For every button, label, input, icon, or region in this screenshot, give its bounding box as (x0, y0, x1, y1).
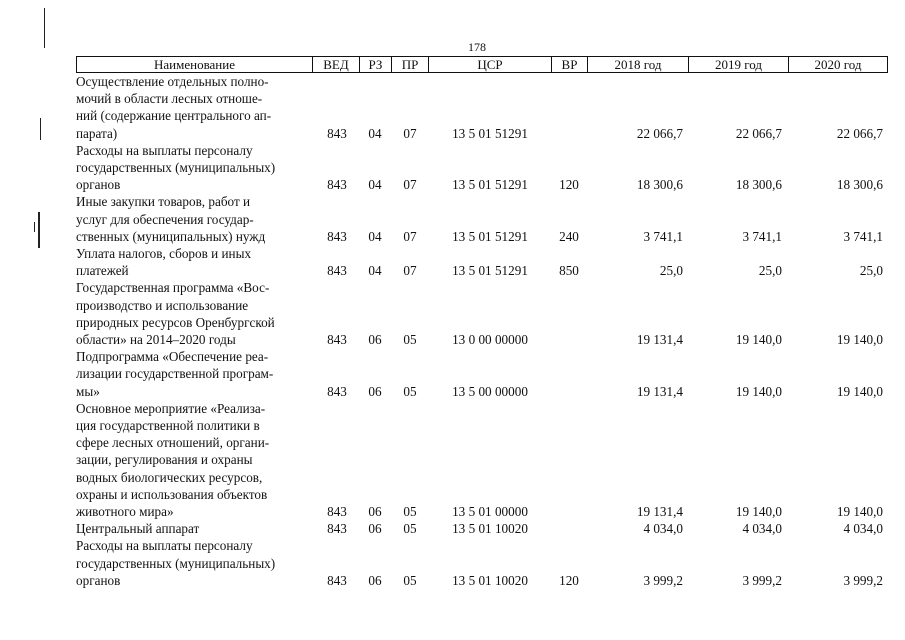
scan-artifact-mark (34, 222, 35, 232)
cell-csr: 13 0 00 00000 (452, 332, 528, 347)
cell-ved: 843 (327, 332, 347, 347)
cell-2018: 18 300,6 (636, 177, 683, 193)
cell-vr: 240 (559, 228, 579, 244)
header-ved: ВЕД (312, 56, 359, 73)
row-name-line: органов (76, 177, 121, 193)
cell-2020: 19 140,0 (836, 504, 883, 519)
header-2020: 2020 год (788, 56, 888, 73)
cell-2019: 4 034,0 (742, 521, 782, 537)
cell-csr: 13 5 01 51291 (452, 125, 528, 141)
cell-pr: 05 (403, 332, 417, 347)
row-name-line: мочий в области лесных отноше- (76, 91, 263, 107)
cell-2020: 18 300,6 (836, 177, 883, 193)
row-name-line: лизации государственной програм- (76, 366, 274, 382)
cell-2019: 3 999,2 (742, 572, 782, 588)
cell-2019: 3 741,1 (742, 228, 782, 244)
row-name-line: водных биологических ресурсов, (76, 469, 263, 485)
cell-2020: 25,0 (859, 263, 883, 279)
cell-rz: 04 (368, 177, 382, 193)
row-name-line: услуг для обеспечения государ- (76, 211, 254, 227)
cell-ved: 843 (327, 504, 347, 519)
cell-pr: 07 (403, 125, 417, 141)
cell-csr: 13 5 01 10020 (452, 572, 528, 588)
cell-pr: 07 (403, 263, 417, 279)
scan-artifact-mark (44, 8, 45, 48)
cell-rz: 04 (368, 228, 382, 244)
cell-ved: 843 (327, 263, 347, 279)
cell-csr: 13 5 01 10020 (452, 521, 528, 537)
row-name-line: Государственная программа «Вос- (76, 280, 270, 296)
cell-pr: 07 (403, 177, 417, 193)
header-name: Наименование (76, 56, 312, 73)
cell-ved: 843 (327, 383, 347, 399)
cell-rz: 06 (368, 521, 382, 537)
row-name-line: производство и использование (76, 297, 249, 313)
row-name-line: охраны и использования объектов (76, 486, 268, 502)
cell-rz: 04 (368, 125, 382, 141)
row-name-line: животного мира» (76, 504, 174, 519)
row-name-line: сфере лесных отношений, органи- (76, 435, 270, 451)
cell-2020: 19 140,0 (836, 332, 883, 347)
row-name-line: Подпрограмма «Обеспечение реа- (76, 349, 269, 365)
cell-csr: 13 5 01 51291 (452, 228, 528, 244)
cell-rz: 06 (368, 504, 382, 519)
cell-2018: 19 131,4 (636, 383, 683, 399)
cell-ved: 843 (327, 125, 347, 141)
row-name-line: парата) (76, 125, 118, 141)
row-name-line: зации, регулирования и охраны (76, 452, 253, 468)
cell-pr: 05 (403, 572, 417, 588)
cell-ved: 843 (327, 177, 347, 193)
scan-artifact-mark (40, 118, 41, 140)
header-rz: РЗ (359, 56, 391, 73)
cell-ved: 843 (327, 228, 347, 244)
scan-artifact-mark (38, 212, 40, 248)
cell-pr: 05 (403, 383, 417, 399)
cell-2018: 3 741,1 (643, 228, 683, 244)
cell-2019: 25,0 (758, 263, 782, 279)
cell-vr: 120 (559, 572, 579, 588)
cell-2020: 22 066,7 (836, 125, 883, 141)
cell-ved: 843 (327, 521, 347, 537)
cell-2019: 18 300,6 (735, 177, 782, 193)
cell-pr: 05 (403, 521, 417, 537)
row-name-line: мы» (76, 383, 100, 399)
row-name-line: платежей (76, 263, 129, 279)
page-number: 178 (468, 40, 486, 54)
row-name-line: государственных (муниципальных) (76, 555, 276, 571)
cell-vr: 120 (559, 177, 579, 193)
cell-csr: 13 5 01 51291 (452, 263, 528, 279)
cell-pr: 05 (403, 504, 417, 519)
row-name-line: ция государственной политики в (76, 418, 260, 433)
header-2019: 2019 год (688, 56, 788, 73)
row-name-line: государственных (муниципальных) (76, 160, 276, 175)
cell-2018: 25,0 (659, 263, 683, 279)
row-name-line: Иные закупки товаров, работ и (76, 194, 251, 210)
cell-2019: 19 140,0 (735, 383, 782, 399)
row-name-line: Уплата налогов, сборов и иных (76, 246, 252, 261)
cell-2020: 3 999,2 (843, 572, 883, 588)
cell-csr: 13 5 00 00000 (452, 383, 528, 399)
cell-pr: 07 (403, 228, 417, 244)
cell-2019: 19 140,0 (735, 504, 782, 519)
row-name-line: природных ресурсов Оренбургской (76, 314, 275, 330)
row-name-line: ственных (муниципальных) нужд (76, 228, 266, 244)
header-2018: 2018 год (587, 56, 688, 73)
row-name-line: области» на 2014–2020 годы (76, 332, 236, 347)
cell-rz: 06 (368, 383, 382, 399)
row-name-line: Расходы на выплаты персоналу (76, 142, 253, 158)
cell-2018: 19 131,4 (636, 332, 683, 347)
cell-2018: 22 066,7 (636, 125, 683, 141)
cell-2020: 19 140,0 (836, 383, 883, 399)
cell-csr: 13 5 01 51291 (452, 177, 528, 193)
cell-2019: 19 140,0 (735, 332, 782, 347)
cell-rz: 06 (368, 572, 382, 588)
header-csr: ЦСР (428, 56, 551, 73)
cell-2020: 3 741,1 (843, 228, 883, 244)
row-name-line: ний (содержание центрального ап- (76, 108, 272, 124)
row-name-line: Основное мероприятие «Реализа- (76, 400, 266, 416)
header-vr: ВР (551, 56, 587, 73)
cell-2018: 4 034,0 (643, 521, 683, 537)
cell-2018: 3 999,2 (643, 572, 683, 588)
cell-rz: 04 (368, 263, 382, 279)
cell-rz: 06 (368, 332, 382, 347)
row-name-line: Осуществление отдельных полно- (76, 74, 269, 89)
cell-2018: 19 131,4 (636, 504, 683, 519)
cell-vr: 850 (559, 263, 579, 279)
cell-csr: 13 5 01 00000 (452, 504, 528, 519)
header-pr: ПР (391, 56, 428, 73)
row-name-line: Центральный аппарат (76, 521, 200, 537)
cell-2020: 4 034,0 (843, 521, 883, 537)
row-name-line: органов (76, 572, 121, 588)
cell-ved: 843 (327, 572, 347, 588)
row-name-line: Расходы на выплаты персоналу (76, 538, 253, 554)
cell-2019: 22 066,7 (735, 125, 782, 141)
